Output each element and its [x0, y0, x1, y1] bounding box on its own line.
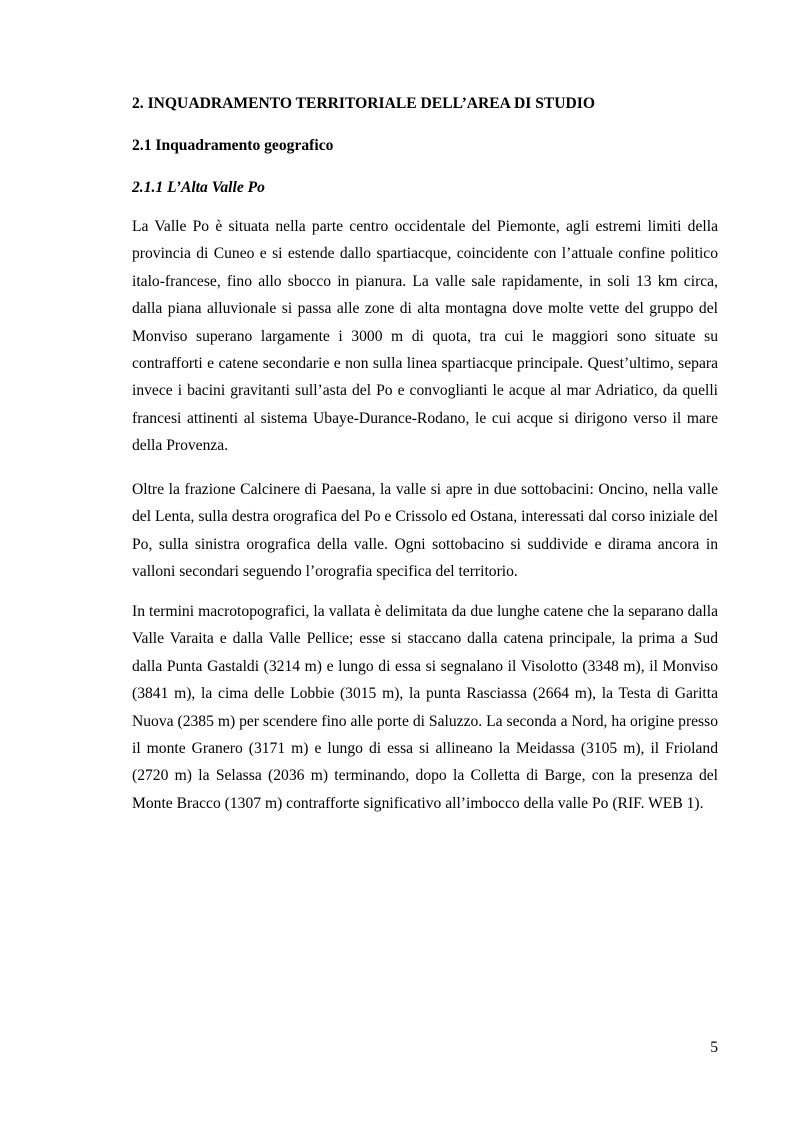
body-paragraph: La Valle Po è situata nella parte centro occidentale del Piemonte, agli estremi limiti della provincia di Cuneo e si estende dallo spartiacque, coincidente con l’attuale confine politico italo-francese, fino allo sbocco in pianura. La valle sale rapidamente, in soli 13 km circa, dalla piana alluvionale si passa alle zone di alta montagna dove molte vette del gruppo del Monviso superano largamente i 3000 m di quota, tra cui le maggiori sono situate su contrafforti e catene secondarie e non sulla linea spartiacque principale. Quest’ultimo, separa invece i bacini gravitanti sull’asta del Po e convoglianti le acque al mar Adriatico, da quelli francesi attinenti al sistema Ubaye-Durance-Rodano, le cui acque si dirigono verso il mare della Provenza.: [132, 218, 718, 455]
section-heading: 2. INQUADRAMENTO TERRITORIALE DELL’AREA DI STUDIO: [132, 95, 596, 112]
subsection-heading: 2.1 Inquadramento geografico: [132, 137, 334, 154]
body-paragraph: In termini macrotopografici, la vallata è delimitata da due lunghe catene che la separano dalla Valle Varaita e dalla Valle Pellice; esse si staccano dalla catena principale, la prima a Sud dalla Punta Gastaldi (3214 m) e lungo di essa si segnalano il Visolotto (3348 m), il Monviso (3841 m), la cima delle Lobbie (3015 m), la punta Rasciassa (2664 m), la Testa di Garitta Nuova (2385 m) per scendere fino alle porte di Saluzzo. La seconda a Nord, ha origine presso il monte Granero (3171 m) e lungo di essa si allineano la Meidassa (3105 m), il Frioland (2720 m) la Selassa (2036 m) terminando, dopo la Colletta di Barge, con la presenza del Monte Bracco (1307 m) contrafforte significativo all’imbocco della valle Po (RIF. WEB 1).: [132, 603, 718, 812]
body-paragraph: Oltre la frazione Calcinere di Paesana, la valle si apre in due sottobacini: Oncino, nella valle del Lenta, sulla destra orografica del Po e Crissolo ed Ostana, interessati dal corso iniziale del Po, sulla sinistra orografica della valle. Ogni sottobacino si suddivide e dirama ancora in valloni secondari seguendo l’orografia specifica del territorio.: [132, 481, 718, 581]
page-number: 5: [710, 1039, 718, 1056]
subsubsection-heading: 2.1.1 L’Alta Valle Po: [132, 179, 265, 196]
